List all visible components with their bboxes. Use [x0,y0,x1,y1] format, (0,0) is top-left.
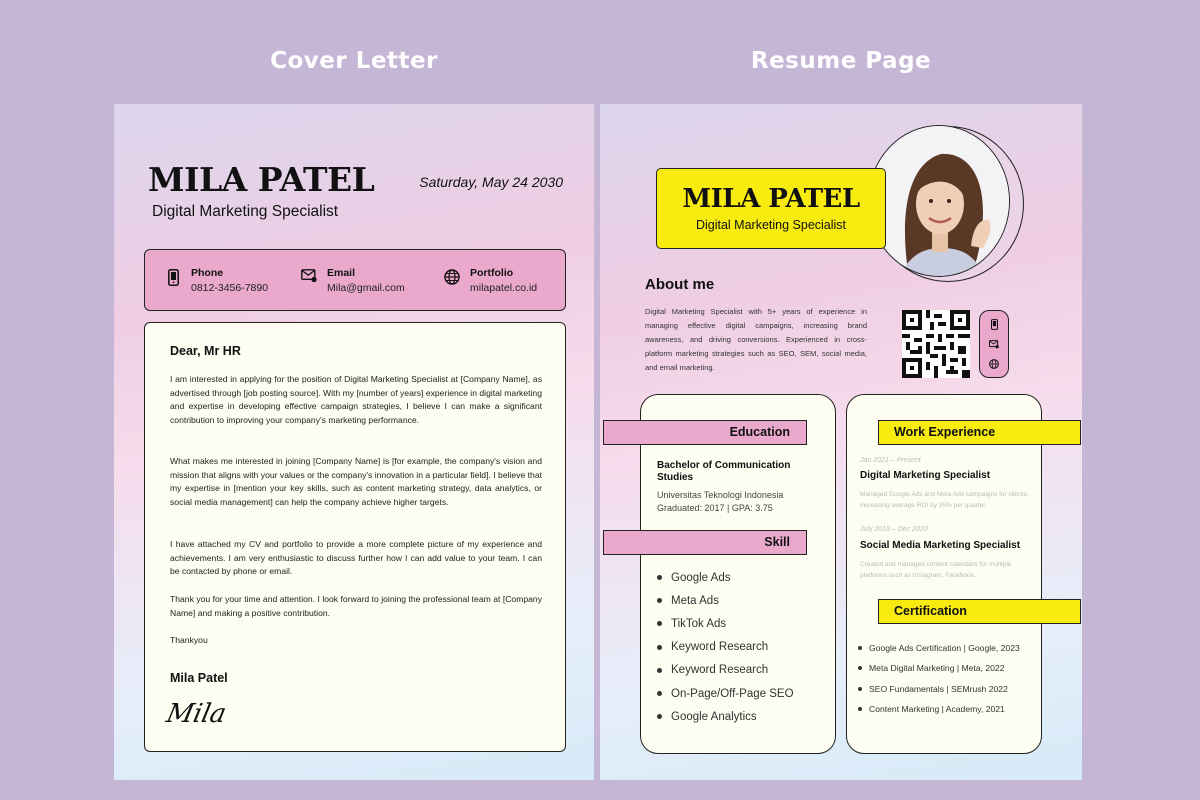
phone-label: Phone [191,267,224,279]
contact-portfolio [444,267,537,294]
resume-name: MILA PATEL [682,184,860,214]
list-item: SEO Fundamentals | SEMrush 2022 [858,679,1020,699]
letter-paragraph: I have attached my CV and portfolio to provide a more complete picture of my experience and achievements. I am very enthusiastic to discuss further how I can add value to your team. I can be contacted by phone or email. [170,539,542,577]
certification-list [858,638,1020,719]
globe-icon [444,267,460,289]
phone-icon [165,267,181,289]
applicant-role: Digital Marketing Specialist [152,203,339,220]
list-item: Meta Ads [657,589,794,612]
phone-value: 0812-3456-7890 [191,282,269,294]
contact-phone [165,267,268,294]
list-item: Keyword Research [657,636,794,659]
education-heading: Education [603,420,807,445]
letter-paragraph: I am interested in applying for the position of Digital Marketing Specialist at [Company Name], as advertised through [job posting source]. With my [number of years] experience in digital marketing and expertise in developing effective campaign strategies, I believe I can make a significant contribution to improving your company's marketing performance. [170,374,542,426]
sender-name: Mila Patel [170,671,228,685]
job-description: Created and managed content calendars for multiple platforms such as Instagram, Facebook. [860,561,1012,579]
email-icon [301,267,317,289]
cover-letter-page [114,104,594,780]
letter-date: Saturday, May 24 2030 [419,174,563,190]
job-title: Digital Marketing Specialist [860,470,991,481]
letter-greeting: Dear, Mr HR [170,344,241,358]
cover-letter-heading: Cover Letter [270,48,438,74]
signature: Mila [163,699,229,729]
education-school: Universitas Teknologi Indonesia [657,490,784,500]
portfolio-label: Portfolio [470,267,514,279]
list-item: TikTok Ads [657,612,794,635]
list-item: Google Ads Certification | Google, 2023 [858,638,1020,658]
letter-body [144,322,566,752]
skill-list [657,566,794,728]
certification-heading: Certification [878,599,1081,624]
resume-page [600,104,1082,780]
globe-icon[interactable] [989,354,999,373]
about-text: Digital Marketing Specialist with 5+ years of experience in managing effective digital campaigns, increasing brand awareness, and driving conversions. Experienced in cross-platform marketing strategies such as SEO, SEM, social media, and email marketing. [645,307,867,372]
email-icon[interactable] [989,334,999,353]
letter-paragraph: Thank you for your time and attention. I look forward to joining the professional team at [Company Name] and making a positive contribution. [170,594,542,618]
list-item: On-Page/Off-Page SEO [657,682,794,705]
letter-closing: Thankyou [170,635,208,645]
skill-heading: Skill [603,530,807,555]
resume-role: Digital Marketing Specialist [695,218,847,232]
phone-icon[interactable] [991,315,998,334]
resume-page-heading: Resume Page [750,48,932,74]
education-degree: Bachelor of Communication Studies [657,460,791,483]
list-item: Google Analytics [657,705,794,728]
email-label: Email [327,267,356,279]
list-item: Keyword Research [657,659,794,682]
list-item: Meta Digital Marketing | Meta, 2022 [858,658,1020,678]
portfolio-value[interactable]: milapatel.co.id [470,282,538,294]
work-experience-heading: Work Experience [878,420,1081,445]
job-title: Social Media Marketing Specialist [860,540,1021,551]
contact-icons [979,310,1009,378]
applicant-name: MILA PATEL [148,160,375,199]
about-heading: About me [645,276,715,293]
contact-bar [144,249,566,311]
list-item: Google Ads [657,566,794,589]
resume-name-box [656,168,886,249]
education-graduated: Graduated: 2017 | GPA: 3.75 [657,503,773,513]
job-description: Managed Google Ads and Meta Ads campaigns for clients, increasing average ROI by 35% per quarter. [860,491,1029,509]
letter-paragraph: What makes me interested in joining [Company Name] is [for example, the company's vision and mission that aligns with your values or the company's innovation in a particular field]. I believe that my expertise in [mention your key skills, such as content marketing strategy, data analytics, or social media management] can help the company achieve higher targets. [170,456,542,508]
job-dates: Jan 2021 – Present [860,457,921,464]
list-item: Content Marketing | Academy, 2021 [858,699,1020,719]
contact-email [301,267,405,294]
job-dates: July 2018 – Dec 2020 [860,526,928,533]
profile-photo [868,125,1010,277]
email-value[interactable]: Mila@gmail.com [327,282,405,294]
qr-code-icon [902,310,970,378]
